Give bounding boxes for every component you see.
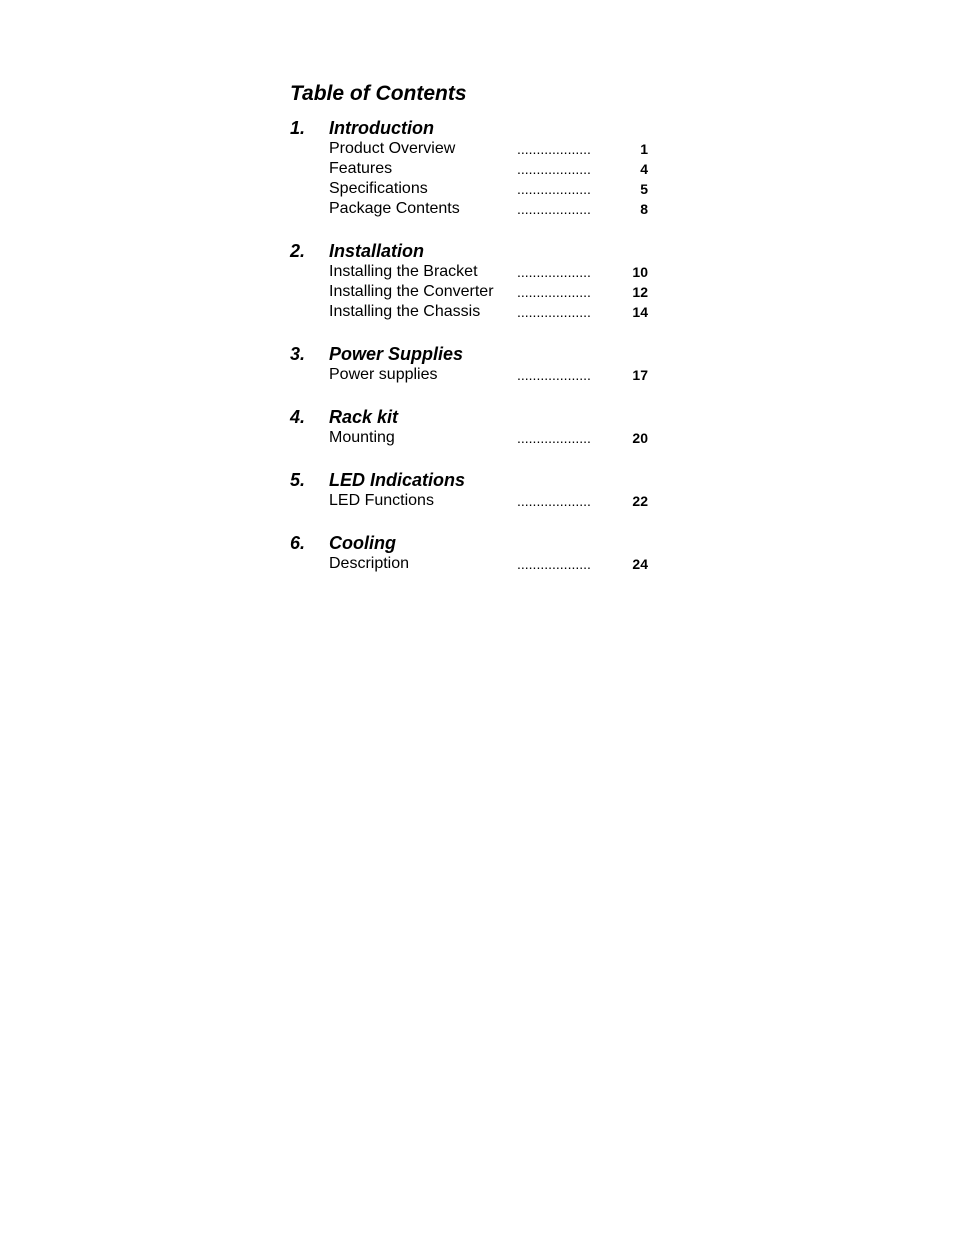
- entry-label: Power supplies: [329, 366, 438, 383]
- section-number: 4.: [290, 407, 306, 427]
- dot-leader: ...................: [517, 264, 591, 280]
- section-title: Rack kit: [329, 407, 399, 427]
- section-title: Cooling: [329, 533, 396, 553]
- dot-leader: ...................: [517, 430, 591, 446]
- toc-section-introduction: [290, 115, 670, 219]
- section-number: 2.: [290, 241, 306, 261]
- toc-entry[interactable]: [290, 428, 670, 448]
- dot-leader: ...................: [517, 493, 591, 509]
- page-number: 24: [632, 556, 648, 572]
- dot-leader: ...................: [517, 161, 591, 177]
- section-heading: [290, 238, 670, 262]
- toc-title: Table of Contents: [290, 82, 467, 105]
- section-number: 3.: [290, 344, 306, 364]
- dot-leader: ...................: [517, 141, 591, 157]
- entry-label: Description: [329, 555, 410, 572]
- page-number: 10: [632, 264, 648, 280]
- toc-entry[interactable]: [290, 365, 670, 385]
- toc-section-power-supplies: [290, 341, 670, 385]
- page-number: 12: [632, 284, 648, 300]
- page-number: 5: [640, 181, 648, 197]
- entry-label: Specifications: [329, 180, 428, 197]
- section-heading: [290, 341, 670, 365]
- dot-leader: ...................: [517, 304, 591, 320]
- section-number: 5.: [290, 470, 306, 490]
- toc-entry[interactable]: [290, 199, 670, 219]
- toc-section-installation: [290, 238, 670, 322]
- entry-label: Features: [329, 160, 393, 177]
- entry-label: Package Contents: [329, 200, 460, 217]
- toc-entry[interactable]: [290, 282, 670, 302]
- entry-label: Installing the Chassis: [329, 303, 481, 320]
- toc-entry[interactable]: [290, 491, 670, 511]
- section-number: 1.: [290, 118, 306, 138]
- entry-label: LED Functions: [329, 492, 434, 509]
- entry-label: Product Overview: [329, 140, 456, 157]
- dot-leader: ...................: [517, 284, 591, 300]
- page-number: 22: [632, 493, 648, 509]
- toc-entry[interactable]: [290, 554, 670, 574]
- dot-leader: ...................: [517, 201, 591, 217]
- entry-label: Installing the Converter: [329, 283, 494, 300]
- section-heading: [290, 115, 670, 139]
- section-number: 6.: [290, 533, 306, 553]
- dot-leader: ...................: [517, 181, 591, 197]
- toc-entry[interactable]: [290, 159, 670, 179]
- page-number: 1: [640, 141, 648, 157]
- page-number: 4: [640, 161, 648, 177]
- page-number: 8: [640, 201, 648, 217]
- page-number: 20: [632, 430, 648, 446]
- section-title: Power Supplies: [329, 344, 464, 364]
- toc-entry[interactable]: [290, 262, 670, 282]
- toc-entry[interactable]: [290, 139, 670, 159]
- section-title: LED Indications: [329, 470, 466, 490]
- section-title: Introduction: [329, 118, 434, 138]
- section-heading: [290, 530, 670, 554]
- toc-entry[interactable]: [290, 302, 670, 322]
- toc-section-rack-kit: [290, 404, 670, 448]
- entry-label: Installing the Bracket: [329, 263, 478, 280]
- section-title: Installation: [329, 241, 425, 261]
- section-heading: [290, 404, 670, 428]
- section-heading: [290, 467, 670, 491]
- dot-leader: ...................: [517, 556, 591, 572]
- toc-entry[interactable]: [290, 179, 670, 199]
- entry-label: Mounting: [329, 429, 395, 446]
- dot-leader: ...................: [517, 367, 591, 383]
- page-number: 17: [632, 367, 648, 383]
- page-number: 14: [632, 304, 648, 320]
- toc-section-led-indications: [290, 467, 670, 511]
- table-of-contents: [290, 80, 670, 593]
- toc-section-cooling: [290, 530, 670, 574]
